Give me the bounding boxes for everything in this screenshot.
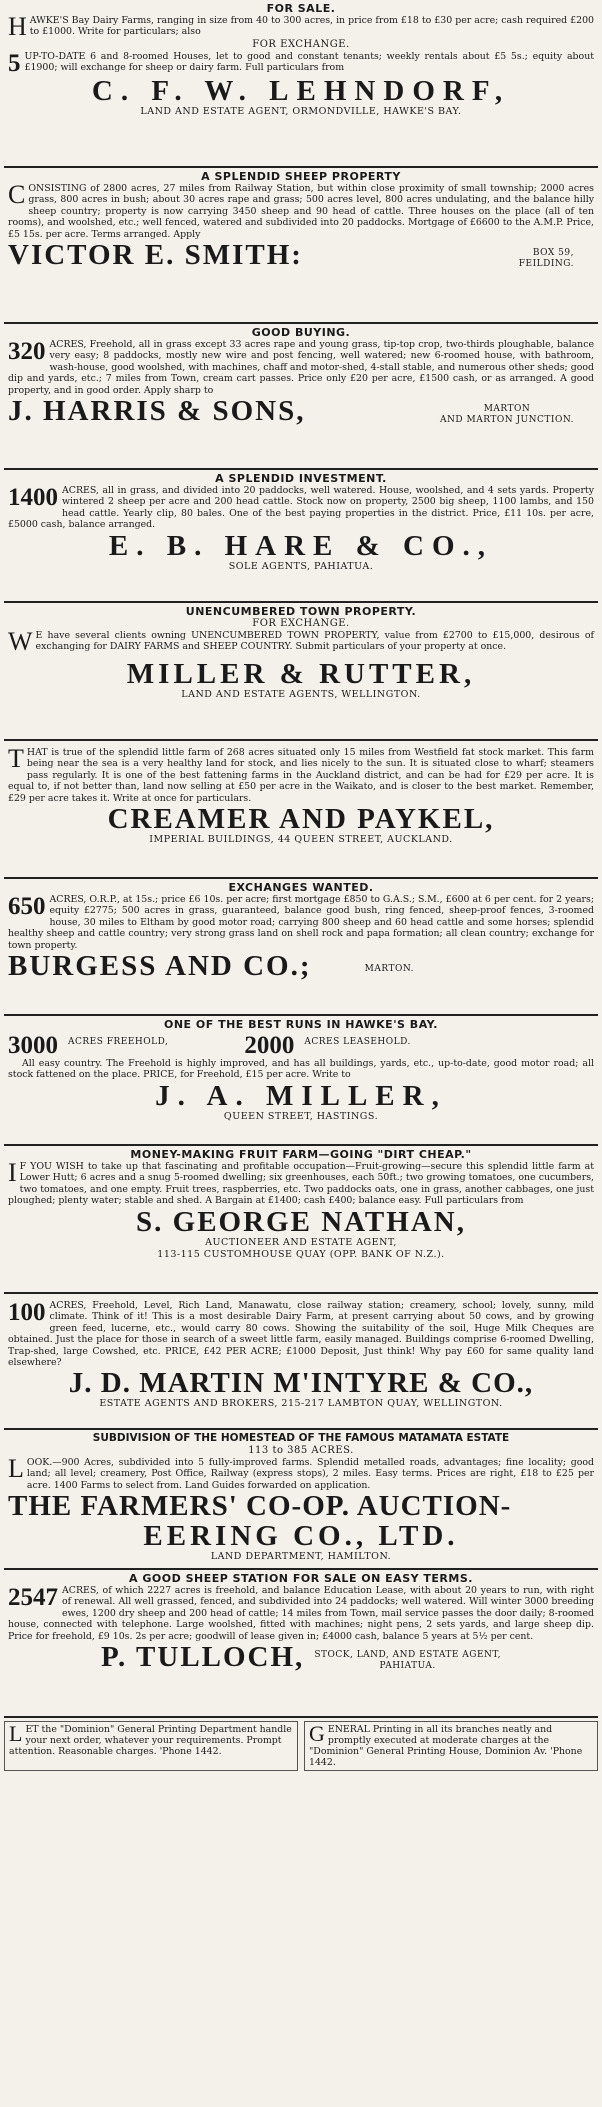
ad-body: 5 UP-TO-DATE 6 and 8-roomed Houses, let to good and constant tenants; weekly rentals about £5 5s.; equity about £1900; will exchange for sheep or dairy farm. Full particulars from (8, 50, 594, 77)
printing-ads (4, 1718, 598, 1771)
ad-body: All easy country. The Freehold is highly improved, and has all buildings, yards, etc., up-to-date, good motor road; all stock fattened on the place. PRICE, for Freehold, £15 per acre. Write to (8, 1058, 594, 1081)
ad-heading: UNENCUMBERED TOWN PROPERTY. (185, 605, 417, 618)
ad-hare (4, 470, 598, 603)
advertiser-name: VICTOR E. SMITH: (8, 239, 303, 272)
lead-number: 320 (8, 338, 46, 365)
advertiser-address: IMPERIAL BUILDINGS, 44 QUEEN STREET, AUCKLAND. (149, 834, 453, 846)
signature-row (8, 240, 594, 270)
advertiser-address: LAND AND ESTATE AGENTS, WELLINGTON. (181, 688, 421, 700)
ad-nathan (4, 1146, 598, 1294)
ad-heading: MONEY-MAKING FRUIT FARM—GOING "DIRT CHEAP." (130, 1148, 472, 1161)
ad-victor-smith (4, 168, 598, 324)
ad-body: W E have several clients owning UNENCUMBERED TOWN PROPERTY, value from £2700 to £15,000, desirous of exchanging for DAIRY FARMS and SHEEP COUNTRY. Submit particulars of your property at once. (8, 627, 594, 656)
ad-lehndorf (4, 0, 598, 168)
advertiser-name: J. A. MILLER, (155, 1079, 447, 1112)
advertiser-name-line-1: THE FARMERS' CO-OP. AUCTION- (8, 1490, 512, 1523)
leasehold-label: ACRES LEASEHOLD. (304, 1037, 411, 1047)
ad-body: 650 ACRES, O.R.P., at 15s.; price £6 10s. per acre; first mortgage £850 to G.A.S.; S.M., £600 at 6 per cent. for 2 years; equity £2775; 500 acres in grass, guaranteed, balance good bush, ring fenced, sheep-proof fences, 3-roomed house, 30 miles to Eltham by good motor road; carrying 800 sheep and 60 head cattle and some horses; splendid healthy sheep and cattle country; very strong grass land on shell rock and papa formation; all clean country; exchange for town property. (8, 893, 594, 951)
ad-body: 100 ACRES, Freehold, Level, Rich Land, Manawatu, close railway station; creamery, school; lovely, sunny, mild climate. Think of it! This is a most desirable Dairy Farm, at present carrying about 50 cows, and by growing green feed, lucerne, etc., would carry 80 cows. Showing the suitability of the soil, Huge Milk Cheques are obtained. Just the place for those in search of a sweet little farm, easily managed. Buildings comprise 6-roomed Dwelling, Trap-shed, large Cowshed, etc. PRICE, £42 PER ACRE; £1000 Deposit, Just think! Why pay £60 for same quality land elsewhere? (8, 1299, 594, 1369)
advertiser-name: CREAMER AND PAYKEL, (107, 803, 495, 836)
drop-cap: W (8, 627, 33, 656)
ad-body: I F YOU WISH to take up that fascinating and profitable occupation—Fruit-growing—secure this splendid little farm at Lower Hutt; 6 acres and a snug 5-roomed dwelling; six greenhouses, each 50ft.; two growing tomatoes, one cucumbers, two tomatoes, and one empty. Fruit trees, raspberries, etc. Two paddocks oats, one in grass, another cabbages, one just ploughed; plenty water; stable and shed. A Bargain at £1400; cash £400; balance easy. Full particulars from (8, 1158, 594, 1207)
ad-body: THAT is true of the splendid little farm of 268 acres situated only 15 miles from Westfield fat stock market. This farm being near the sea is a very healthy land for stock, and lies nicely to the sun. It is situated close to wharf; steamers pass regularly. It is one of the best fattening farms in the Auckland district, and can be had for £29 per acre. It is equal to, if not better than, land now selling at £50 per acre in the Waikato, and is closer to the best market. Remember, £29 per acre takes it. Write at once for particulars. (8, 744, 594, 804)
advertiser-name: S. GEORGE NATHAN, (136, 1205, 466, 1238)
advertiser-name: P. TULLOCH, (101, 1641, 305, 1674)
ad-body: 2547 ACRES, of which 2227 acres is freehold, and balance Education Lease, with about 20 years to run, with right of renewal. All well grassed, fenced, and subdivided into 24 paddocks; well watered. Will winter 3000 breeding ewes, 1200 dry sheep and 200 head of cattle; 14 miles from Town, mail service passes the door daily; 8-roomed house, connected with telephone. Large woolshed, fitted with machines; night pens, 2 sets yards, and large sheep dip. Price for freehold, £9 10s. 2s per acre; goodwill of lease given in; £4000 cash, balance 5 years at 5½ per cent. (8, 1584, 594, 1642)
advertiser-address: 113-115 CUSTOMHOUSE QUAY (OPP. BANK OF N.Z.). (157, 1248, 445, 1260)
ad-creamer-paykel (4, 741, 598, 879)
ad-subheading: FOR EXCHANGE. (252, 618, 350, 629)
ad-miller-rutter (4, 603, 598, 741)
leasehold-number: 2000 (244, 1032, 295, 1059)
signature-row (8, 951, 594, 981)
printing-ad-left: LET the "Dominion" General Printing Department handle your next order, whatever your requirements. Prompt attention. Reasonable charges. 'Phone 1442. (4, 1721, 298, 1771)
advertiser-address: SOLE AGENTS, PAHIATUA. (228, 560, 374, 572)
ad-subheading: 113 to 385 ACRES. (248, 1445, 354, 1456)
advertiser-name: J. HARRIS & SONS, (8, 395, 306, 428)
drop-cap: L (8, 1454, 24, 1483)
drop-cap: I (8, 1158, 17, 1187)
lead-number: 100 (8, 1299, 46, 1326)
ad-farmers-coop (4, 1430, 598, 1570)
ad-heading: A SPLENDID INVESTMENT. (215, 472, 387, 485)
freehold-number: 3000 (8, 1032, 58, 1059)
advertiser-address: LAND DEPARTMENT, HAMILTON. (210, 1551, 392, 1563)
ad-harris (4, 324, 598, 470)
lead-number: 2547 (8, 1584, 58, 1611)
ad-heading: EXCHANGES WANTED. (228, 881, 374, 894)
advertiser-address: MARTON AND MARTON JUNCTION. (440, 404, 574, 426)
classified-page (4, 0, 598, 1771)
lead-number: 650 (8, 893, 46, 920)
advertiser-address: ESTATE AGENTS AND BROKERS, 215-217 LAMBTON QUAY, WELLINGTON. (99, 1398, 503, 1410)
ad-burgess (4, 879, 598, 1016)
ad-heading: A GOOD SHEEP STATION FOR SALE ON EASY TERMS. (129, 1572, 473, 1585)
advertiser-address: BOX 59, FEILDING. (518, 248, 574, 270)
ad-heading: A SPLENDID SHEEP PROPERTY (201, 170, 401, 183)
ad-body: LOOK.—900 Acres, subdivided into 5 fully-improved farms. Splendid metalled roads, advantages; fine locality; good land; all level; creamery, Post Office, Railway (express stops), 2 miles. Easy terms. Prices are right, £18 to £25 per acre. 1400 Farms to select from. Land Guides forwarded on application. (8, 1454, 594, 1491)
drop-cap: L (9, 1721, 23, 1746)
printing-ad-right: GENERAL Printing in all its branches neatly and promptly executed at moderate charges at the "Dominion" General Printing House, Dominion Av. 'Phone 1442. (304, 1721, 598, 1771)
lead-number: 5 (8, 50, 21, 77)
ad-heading: ONE OF THE BEST RUNS IN HAWKE'S BAY. (164, 1018, 438, 1031)
advertiser-name: J. D. MARTIN M'INTYRE & CO., (68, 1367, 534, 1400)
lead-number: 1400 (8, 484, 58, 511)
advertiser-name: E. B. HARE & CO., (108, 529, 494, 562)
drop-cap: T (8, 744, 24, 773)
ad-body: CONSISTING of 2800 acres, 27 miles from Railway Station, but within close proximity of small township; 2000 acres grass, 800 acres in bush; about 30 acres rape and grass; 500 acres level, 800 acres undulating, and the balance hilly sheep country; property is now carrying 3450 sheep and 90 head of cattle. Three houses on the place (all of ten rooms), and woolshed, etc.; well fenced, watered and subdivided into 20 paddocks. Mortgage of £6600 to the A.M.P. Price, £5 15s. per acre. Terms arranged. Apply (8, 180, 594, 240)
drop-cap: C (8, 180, 26, 209)
ad-body: 1400 ACRES, all in grass, and divided into 20 paddocks, well watered. House, woolshed, and 4 sets yards. Property wintered 2 sheep per acre and 200 head cattle. Stock now on property, 2500 big sheep, 1100 lambs, and 150 head cattle. Yearly clip, 80 bales. One of the best paying properties in the district. Price, £11 10s. per acre, £5000 cash, balance arranged. (8, 484, 594, 531)
acreage-row (8, 1033, 594, 1058)
drop-cap: G (309, 1721, 325, 1746)
advertiser-address: MARTON. (364, 964, 414, 975)
advertiser-name: BURGESS AND CO.; (8, 950, 312, 983)
advertiser-address: QUEEN STREET, HASTINGS. (223, 1110, 379, 1122)
ad-ja-miller (4, 1016, 598, 1146)
advertiser-address: STOCK, LAND, AND ESTATE AGENT, PAHIATUA. (314, 1650, 501, 1672)
ad-heading: SUBDIVISION OF THE HOMESTEAD OF THE FAMOUS MATAMATA ESTATE (92, 1432, 510, 1444)
signature-row (8, 1642, 594, 1672)
ad-mcintyre (4, 1294, 598, 1430)
ad-heading: GOOD BUYING. (251, 326, 351, 339)
ad-heading: FOR SALE. (266, 2, 336, 15)
advertiser-name: MILLER & RUTTER, (126, 657, 476, 690)
advertiser-name: C. F. W. LEHNDORF, (91, 75, 511, 107)
drop-cap: H (8, 12, 27, 41)
ad-tulloch (4, 1570, 598, 1718)
ad-body: HAWKE'S Bay Dairy Farms, ranging in size from 40 to 300 acres, in price from £18 to £30 per acre; cash required £200 to £1000. Write for particulars; also (8, 12, 594, 41)
ad-body: 320 ACRES, Freehold, all in grass except 33 acres rape and young grass, tip-top crop, two-thirds ploughable, balance very easy; 8 paddocks, mostly new wire and post fencing, well watered; new 6-roomed house, with bathroom, wash-house, good woolshed, with machines, chaff and motor-shed, 4-stall stable, and numerous other sheds; good dip and yards, etc.; 7 miles from Town, cream cart passes. Price only £20 per acre, £1500 cash, or as arranged. A good property, and in good order. Apply sharp to (8, 338, 594, 396)
ad-subheading: FOR EXCHANGE. (252, 39, 350, 50)
advertiser-title: AUCTIONEER AND ESTATE AGENT, (205, 1236, 397, 1248)
signature-row (8, 396, 594, 426)
advertiser-address: LAND AND ESTATE AGENT, ORMONDVILLE, HAWKE'S BAY. (140, 106, 462, 117)
freehold-label: ACRES FREEHOLD, (68, 1037, 169, 1047)
advertiser-name-line-2: EERING CO., LTD. (143, 1520, 459, 1553)
